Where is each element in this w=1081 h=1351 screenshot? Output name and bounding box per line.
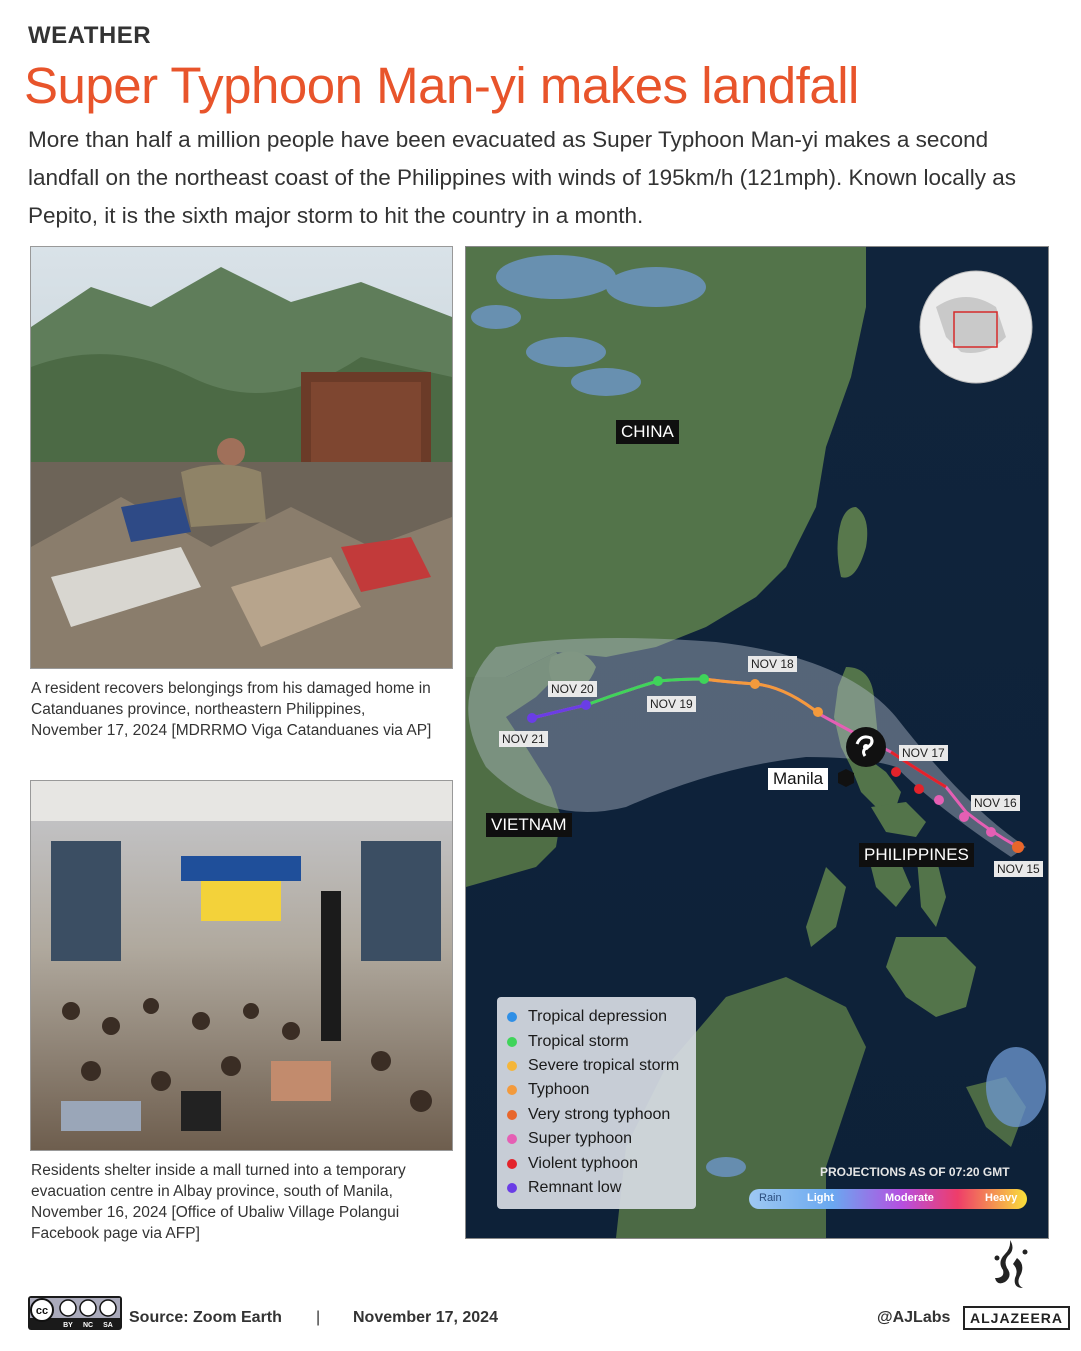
cc-by-text: BY xyxy=(63,1322,73,1329)
label-vietnam: VIETNAM xyxy=(486,813,572,837)
aljazeera-wordmark: ALJAZEERA xyxy=(963,1306,1070,1330)
date-label-nov15: NOV 15 xyxy=(994,861,1043,877)
rain-scale-moderate: Moderate xyxy=(885,1192,934,1204)
storm-category-legend xyxy=(497,997,696,1209)
legend-item xyxy=(497,1103,696,1127)
legend-item xyxy=(497,1127,696,1151)
date-label-nov18: NOV 18 xyxy=(748,656,797,672)
svg-text:cc: cc xyxy=(35,1305,49,1317)
date-label-nov20: NOV 20 xyxy=(548,681,597,697)
projection-note: PROJECTIONS AS OF 07:20 GMT xyxy=(820,1165,1010,1179)
creative-commons-icon xyxy=(28,1296,122,1335)
legend-swatch-icon xyxy=(507,1183,517,1193)
legend-item xyxy=(497,1151,696,1175)
rain-scale-light: Light xyxy=(807,1192,834,1204)
legend-swatch-icon xyxy=(507,1085,517,1095)
footer xyxy=(0,1290,1081,1340)
legend-label: Very strong typhoon xyxy=(528,1105,671,1123)
publish-date: November 17, 2024 xyxy=(353,1309,498,1326)
locator-globe xyxy=(920,271,1032,383)
typhoon-track-map xyxy=(465,246,1049,1239)
legend-item xyxy=(497,1054,696,1078)
ajlabs-handle: @AJLabs xyxy=(877,1309,951,1326)
photo-caption-2: Residents shelter inside a mall turned into a temporary evacuation centre in Albay province, south of Manila, November 16, 2024 [Office of Ubaliw Village Polangui Facebook page via AFP] xyxy=(31,1162,406,1242)
rain-scale-rain: Rain xyxy=(759,1192,782,1204)
rain-scale-heavy: Heavy xyxy=(985,1192,1018,1204)
aljazeera-logo-icon xyxy=(985,1238,1035,1295)
legend-label: Severe tropical storm xyxy=(528,1056,680,1074)
legend-label: Tropical depression xyxy=(528,1008,668,1026)
date-label-nov21: NOV 21 xyxy=(499,731,548,747)
section-kicker: WEATHER xyxy=(28,22,152,49)
legend-swatch-icon xyxy=(507,1061,517,1071)
legend-swatch-icon xyxy=(507,1110,517,1120)
cc-nc-text: NC xyxy=(82,1322,94,1329)
cc-sa-text: SA xyxy=(103,1322,113,1329)
headline: Super Typhoon Man-yi makes landfall xyxy=(24,57,859,114)
standfirst: More than half a million people have been evacuated as Super Typhoon Man-yi makes a second landfall on the northeast coast of the Philippines with winds of 195km/h (121mph). Known locally as Pepito, it is the sixth major storm to hit the country in a month. xyxy=(28,127,1017,228)
legend-swatch-icon xyxy=(507,1037,517,1047)
photo-damaged-home xyxy=(30,246,453,669)
date-label-nov16: NOV 16 xyxy=(971,795,1020,811)
date-label-nov19: NOV 19 xyxy=(647,696,696,712)
legend-label: Typhoon xyxy=(528,1081,590,1099)
legend-label: Violent typhoon xyxy=(528,1154,639,1172)
legend-label: Tropical storm xyxy=(528,1032,629,1050)
source-credit: Source: Zoom Earth xyxy=(129,1309,282,1326)
photo-caption-1: A resident recovers belongings from his damaged home in Catanduanes province, northeastern Philippines, November 17, 2024 [MDRRMO Viga Catanduanes via AP] xyxy=(31,680,432,739)
rain-scale xyxy=(749,1189,1027,1209)
legend-swatch-icon xyxy=(507,1159,517,1169)
legend-item xyxy=(497,1029,696,1053)
label-manila: Manila xyxy=(768,768,828,790)
legend-label: Super typhoon xyxy=(528,1130,633,1148)
date-label-nov17: NOV 17 xyxy=(899,745,948,761)
legend-item xyxy=(497,1005,696,1029)
footer-divider: | xyxy=(316,1309,321,1326)
legend-label: Remnant low xyxy=(528,1178,622,1196)
photo-mall-evacuation xyxy=(30,780,453,1151)
legend-item xyxy=(497,1078,696,1102)
storm-center-icon xyxy=(846,727,886,767)
legend-item xyxy=(497,1176,696,1200)
label-china: CHINA xyxy=(616,420,679,444)
legend-swatch-icon xyxy=(507,1012,517,1022)
legend-swatch-icon xyxy=(507,1134,517,1144)
label-philippines: PHILIPPINES xyxy=(859,843,974,867)
